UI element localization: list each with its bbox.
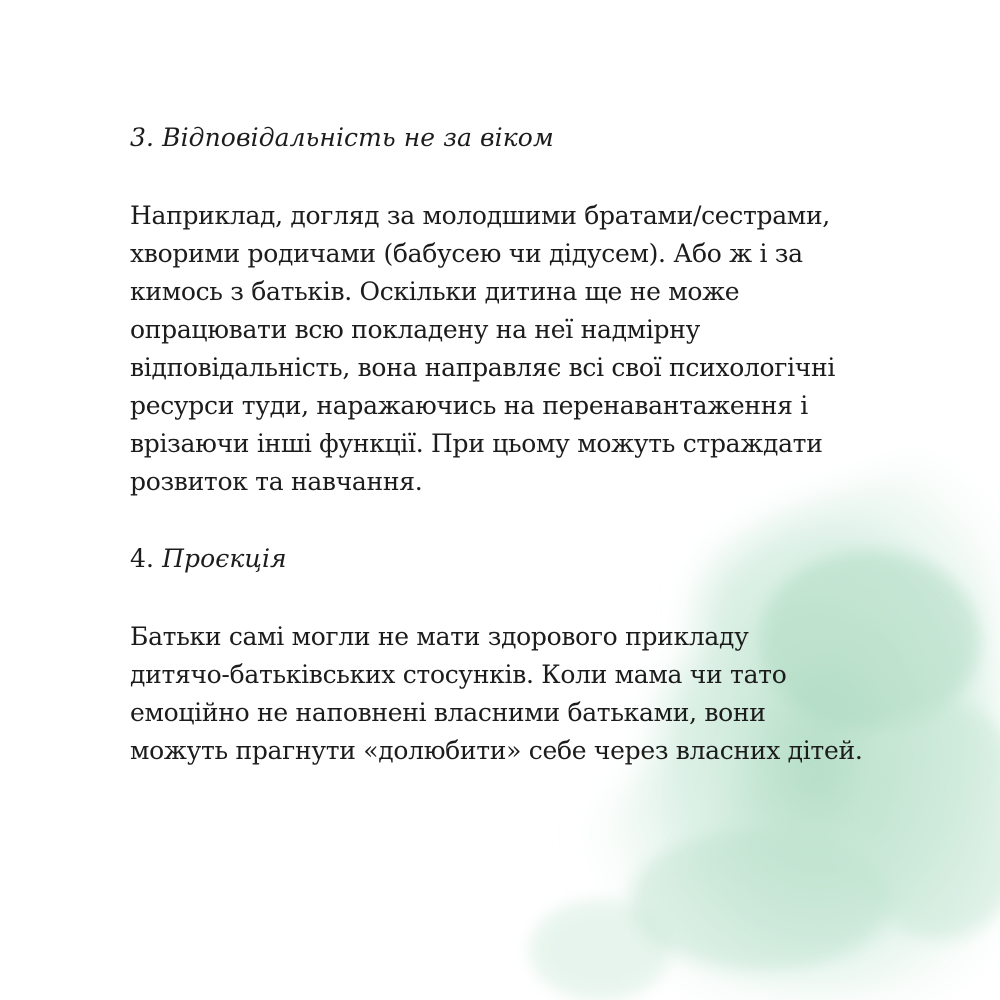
section-3-heading: 3. Відповідальність не за віком (130, 123, 554, 152)
paragraph-line: ресурси туди, наражаючись на перенавантаження і (130, 391, 808, 420)
section-4-number: 4. (130, 544, 155, 573)
section-3-paragraph (130, 197, 960, 501)
article-body (130, 118, 960, 770)
paragraph-line: можуть прагнути «долюбити» себе через власних дітей. (130, 736, 863, 765)
paragraph-line: емоційно не наповнені власними батьками, вони (130, 698, 766, 727)
section-4-heading (130, 539, 960, 579)
paragraph-line: Наприклад, догляд за молодшими братами/сестрами, (130, 201, 830, 230)
paragraph-line: врізаючи інші функції. При цьому можуть страждати (130, 429, 823, 458)
section-4-title: Проєкція (162, 544, 287, 573)
paragraph-line: кимось з батьків. Оскільки дитина ще не може (130, 277, 740, 306)
paragraph-line: відповідальність, вона направляє всі свої психологічні (130, 353, 836, 382)
watercolor-blot (530, 900, 670, 1000)
paragraph-line: опрацювати всю покладену на неї надмірну (130, 315, 700, 344)
paragraph-line: дитячо-батьківських стосунків. Коли мама чи тато (130, 660, 787, 689)
paragraph-line: розвиток та навчання. (130, 467, 423, 496)
paragraph-line: Батьки самі могли не мати здорового прикладу (130, 622, 749, 651)
paragraph-line: хворими родичами (бабусею чи дідусем). Або ж і за (130, 239, 803, 268)
section-4-paragraph (130, 618, 960, 770)
